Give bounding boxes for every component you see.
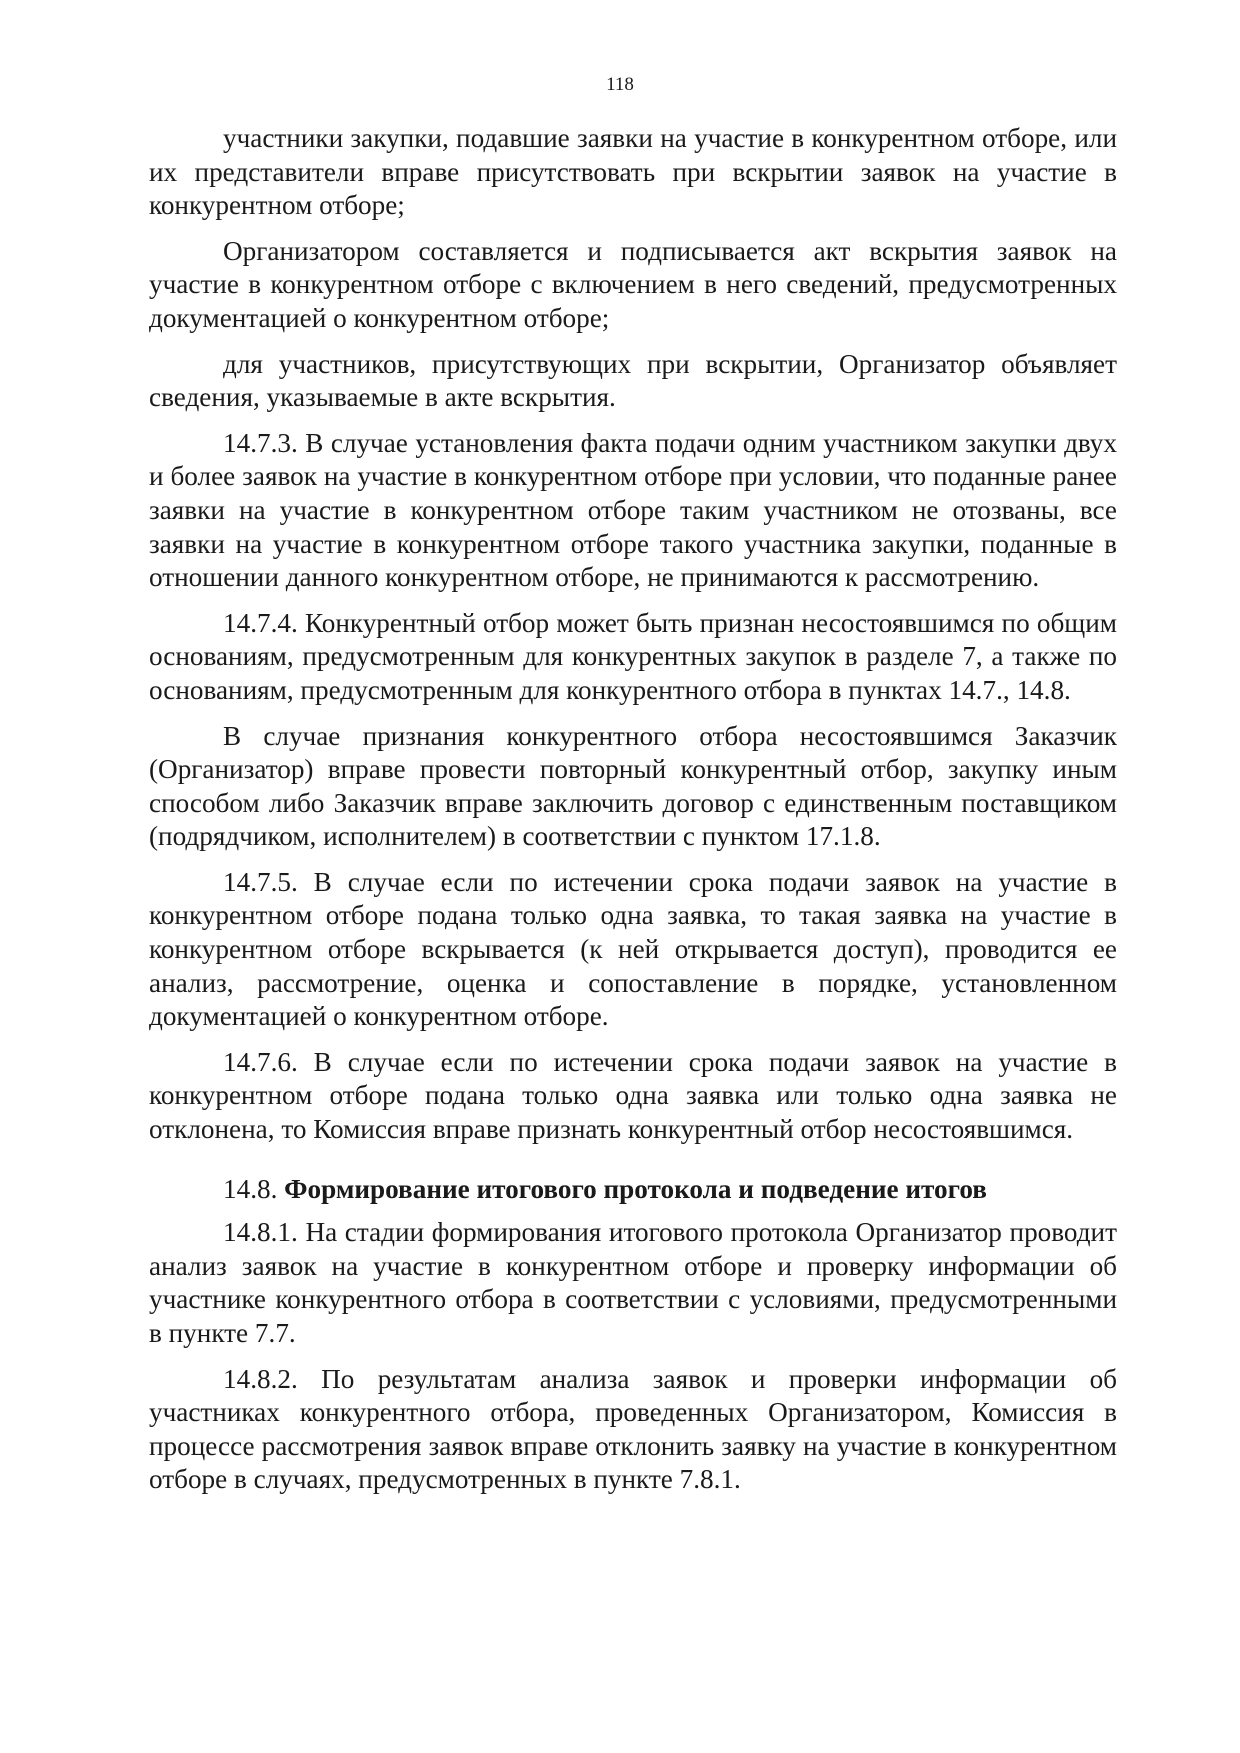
paragraph-14-7-6: 14.7.6. В случае если по истечении срока подачи заявок на участие в конкурентном отборе подана только одна заявка или только одна заявка не отклонена, то Комиссия вправе признать конкурентный отбор несостоявшимся. [149,1046,1117,1145]
paragraph-14-8-1: 14.8.1. На стадии формирования итогового протокола Организатор проводит анализ заявок на участие в конкурентном отборе и проверку информации об участнике конкурентного отбора в соответствии с условиями, предусмотренными в пункте 7.7. [149,1217,1117,1348]
paragraph-failed-selection: В случае признания конкурентного отбора несостоявшимся Заказчик (Организатор) вправе провести повторный конкурентный отбор, закупку иным способом либо Заказчик вправе заключить договор с единственным поставщиком (подрядчиком, исполнителем) в соответствии с пунктом 17.1.8. [149,720,1117,852]
paragraph-announcement: для участников, присутствующих при вскрытии, Организатор объявляет сведения, указываемые в акте вскрытия. [149,348,1117,413]
section-heading-14-8 [149,1173,1117,1207]
paragraph-opening-act: Организатором составляется и подписывается акт вскрытия заявок на участие в конкурентном отборе с включением в него сведений, предусмотренных документацией о конкурентном отборе; [149,235,1117,333]
paragraph-participants-attendance: участники закупки, подавшие заявки на участие в конкурентном отборе, или их представители вправе присутствовать при вскрытии заявок на участие в конкурентном отборе; [149,123,1117,221]
section-title: Формирование итогового протокола и подведение итогов [284,1173,987,1204]
paragraph-14-8-2: 14.8.2. По результатам анализа заявок и проверки информации об участниках конкурентного отбора, проведенных Организатором, Комиссия в процессе рассмотрения заявок вправе отклонить заявку на участие в конкурентном отборе в случаях, предусмотренных в пункте 7.8.1. [149,1363,1117,1495]
paragraph-14-7-5: 14.7.5. В случае если по истечении срока подачи заявок на участие в конкурентном отборе подана только одна заявка, то такая заявка на участие в конкурентном отборе вскрывается (к ней открывается доступ), проводится ее анализ, рассмотрение, оценка и сопоставление в порядке, установленном документацией о конкурентном отборе. [149,866,1117,1032]
document-body [149,122,1117,1509]
section-number: 14.8. [223,1173,278,1204]
page-number: 118 [606,74,634,95]
paragraph-14-7-3: 14.7.3. В случае установления факта подачи одним участником закупки двух и более заявок на участие в конкурентном отборе при условии, что поданные ранее заявки на участие в конкурентном отборе таким участником не отозваны, все заявки на участие в конкурентном отборе такого участника закупки, поданные в отношении данного конкурентном отборе, не принимаются к рассмотрению. [149,427,1117,593]
paragraph-14-7-4: 14.7.4. Конкурентный отбор может быть признан несостоявшимся по общим основаниям, предусмотренным для конкурентных закупок в разделе 7, а также по основаниям, предусмотренным для конкурентного отбора в пунктах 14.7., 14.8. [149,607,1117,705]
